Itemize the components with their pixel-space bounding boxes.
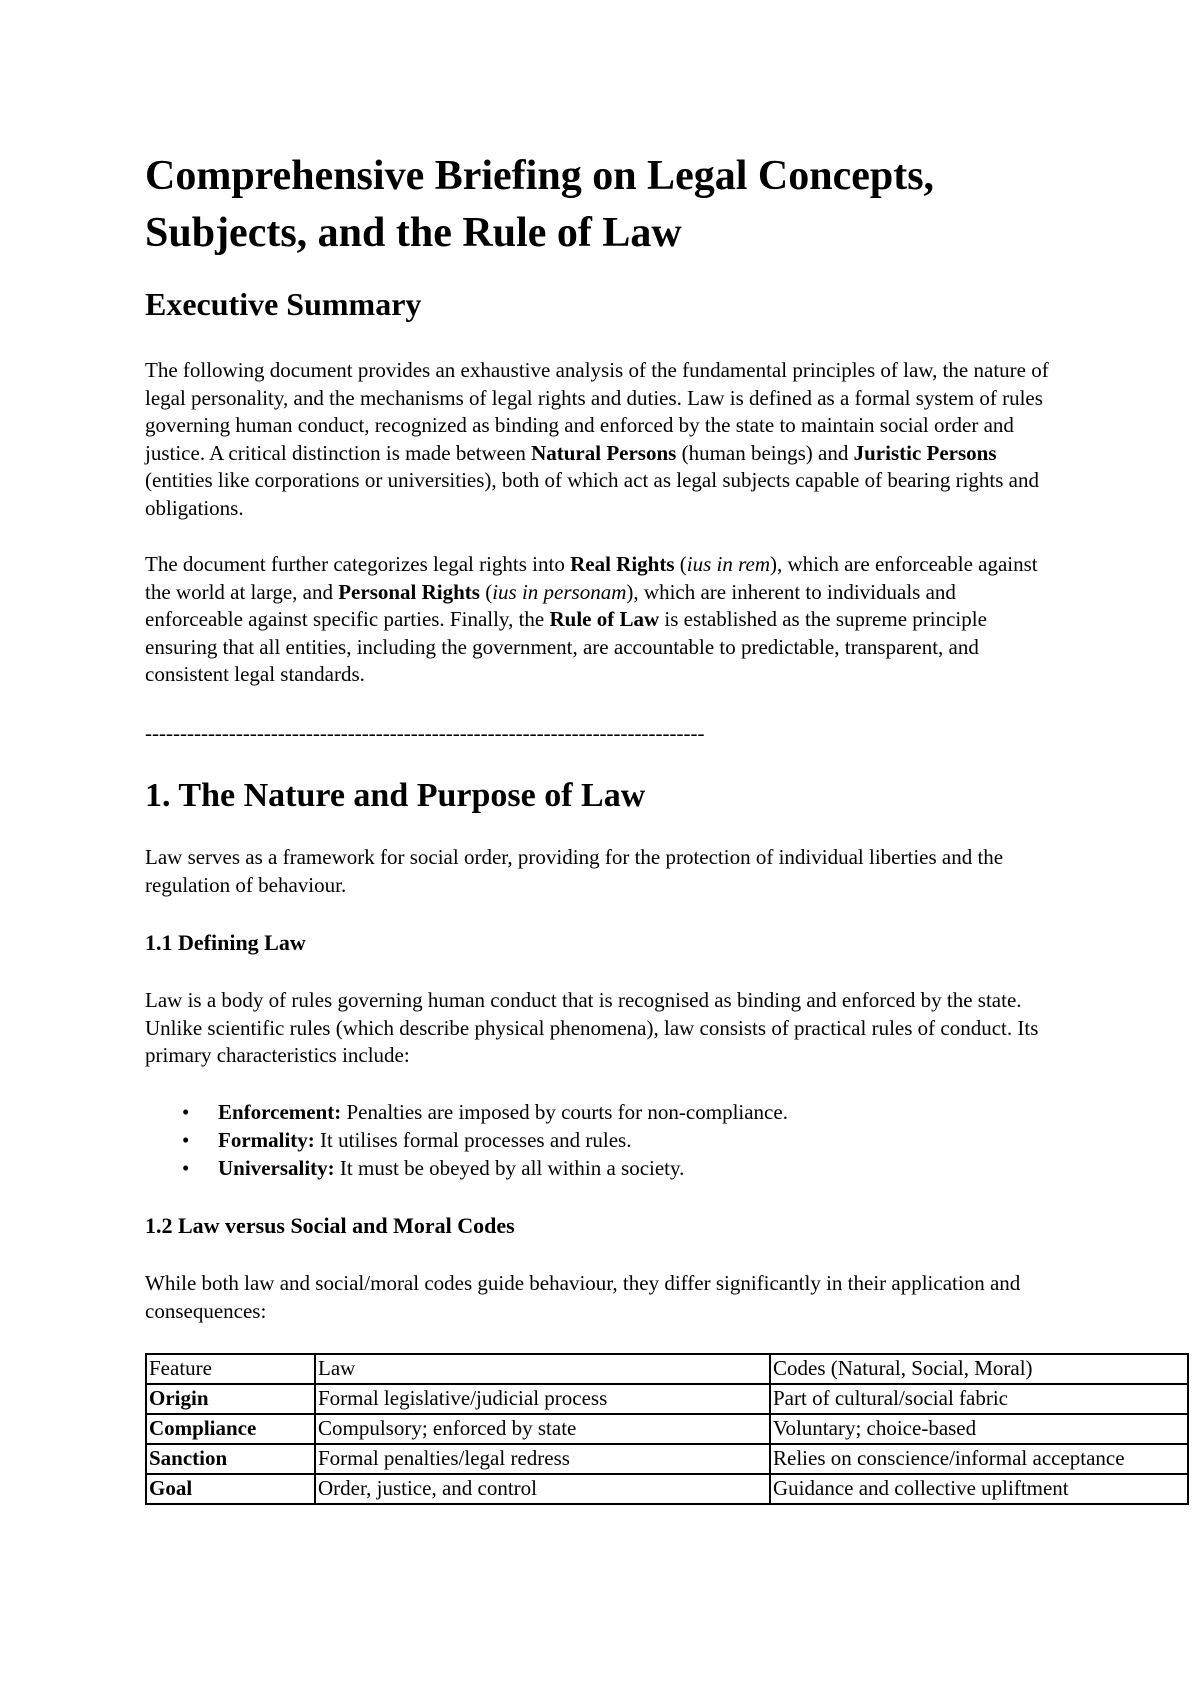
- table-cell: Part of cultural/social fabric: [770, 1384, 1188, 1414]
- bold-term-natural-persons: Natural Persons: [531, 440, 677, 465]
- section-1-heading: 1. The Nature and Purpose of Law: [145, 777, 646, 814]
- table-cell: Order, justice, and control: [315, 1474, 770, 1504]
- subsection-1-1-text: Law is a body of rules governing human conduct that is recognised as binding and enforced by the state. Unlike scientific rules (which describe physical phenomena), law consists of practical rules of conduct. Its primary characteristics include:: [145, 988, 1039, 1068]
- table-cell: Voluntary; choice-based: [770, 1414, 1188, 1444]
- table-row-label: Origin: [146, 1384, 315, 1414]
- table-row: [146, 1474, 1188, 1504]
- text-run: ), which are inherent to individuals and enforceable against specific parties. Finally, the: [145, 579, 956, 632]
- executive-summary-heading: Executive Summary: [145, 286, 422, 322]
- text-run: (: [674, 552, 687, 576]
- list-item-term: Formality:: [218, 1128, 315, 1152]
- text-run: The following document provides an exhaustive analysis of the fundamental principles of law, the nature of legal personality, and the mechanisms of legal rights and duties. Law is defined as a formal system of rules governing human conduct, recognized as binding and enforced by the state to maintain social order and justice. A critical distinction is made between: [145, 358, 1049, 465]
- table-header-cell: Codes (Natural, Social, Moral): [770, 1354, 1188, 1384]
- table-header-cell: Law: [315, 1354, 770, 1384]
- table-row-label: Compliance: [146, 1414, 315, 1444]
- text-run: is established as the supreme principle ensuring that all entities, including the government, are accountable to predictable, transparent, and consistent legal standards.: [145, 607, 987, 687]
- subsection-1-1-heading: 1.1 Defining Law: [145, 930, 306, 955]
- table-row: [146, 1384, 1188, 1414]
- bullet-icon: •: [182, 1156, 190, 1180]
- text-run: (human beings) and: [676, 440, 854, 465]
- executive-summary-paragraph-2: [145, 551, 1045, 689]
- table-cell: Relies on conscience/informal acceptance: [770, 1444, 1188, 1474]
- subsection-1-2-text: While both law and social/moral codes guide behaviour, they differ significantly in their application and consequences:: [145, 1271, 1021, 1323]
- bullet-icon: •: [182, 1100, 190, 1124]
- comparison-table: [145, 1353, 1189, 1505]
- list-item-term: Universality:: [218, 1156, 335, 1180]
- table-cell: Compulsory; enforced by state: [315, 1414, 770, 1444]
- table-header-row: [146, 1354, 1188, 1384]
- text-run: The document further categorizes legal rights into: [145, 552, 571, 576]
- list-item: [145, 1126, 788, 1154]
- table-cell: Guidance and collective upliftment: [770, 1474, 1188, 1504]
- bold-term-personal-rights: Personal Rights: [338, 579, 480, 604]
- bold-term-real-rights: Real Rights: [570, 552, 675, 576]
- executive-summary-paragraph-1: [145, 357, 1065, 523]
- table-row-label: Sanction: [146, 1444, 315, 1474]
- section-divider: --------------------------------------------------------------------------------: [145, 721, 705, 745]
- document-title: Comprehensive Briefing on Legal Concepts, Subjects, and the Rule of Law: [145, 153, 935, 256]
- italic-term-ius-in-personam: ius in personam: [492, 579, 627, 604]
- table-row-label: Goal: [146, 1474, 315, 1504]
- characteristics-list: [145, 1098, 788, 1182]
- list-item-term: Enforcement:: [218, 1100, 342, 1124]
- subsection-1-2-heading: 1.2 Law versus Social and Moral Codes: [145, 1213, 515, 1238]
- bullet-icon: •: [182, 1128, 190, 1152]
- text-run: (entities like corporations or universities), both of which act as legal subjects capable of bearing rights and obligations.: [145, 468, 1039, 520]
- bold-term-rule-of-law: Rule of Law: [549, 607, 660, 632]
- table-cell: Formal legislative/judicial process: [315, 1384, 770, 1414]
- table-row: [146, 1444, 1188, 1474]
- table-header-cell: Feature: [146, 1354, 315, 1384]
- italic-term-ius-in-rem: ius in rem: [686, 552, 771, 576]
- list-item: [145, 1098, 788, 1126]
- list-item-description: It utilises formal processes and rules.: [314, 1128, 632, 1152]
- list-item-description: It must be obeyed by all within a society.: [334, 1156, 685, 1180]
- list-item-description: Penalties are imposed by courts for non-compliance.: [341, 1100, 788, 1124]
- section-1-intro: Law serves as a framework for social order, providing for the protection of individual liberties and the regulation of behaviour.: [145, 845, 1004, 897]
- table-row: [146, 1414, 1188, 1444]
- table-cell: Formal penalties/legal redress: [315, 1444, 770, 1474]
- bold-term-juristic-persons: Juristic Persons: [853, 440, 997, 465]
- document-page: [145, 0, 1200, 1696]
- text-run: ), which are enforceable against the world at large, and: [145, 552, 1038, 604]
- list-item: [145, 1154, 788, 1182]
- text-run: (: [479, 579, 493, 604]
